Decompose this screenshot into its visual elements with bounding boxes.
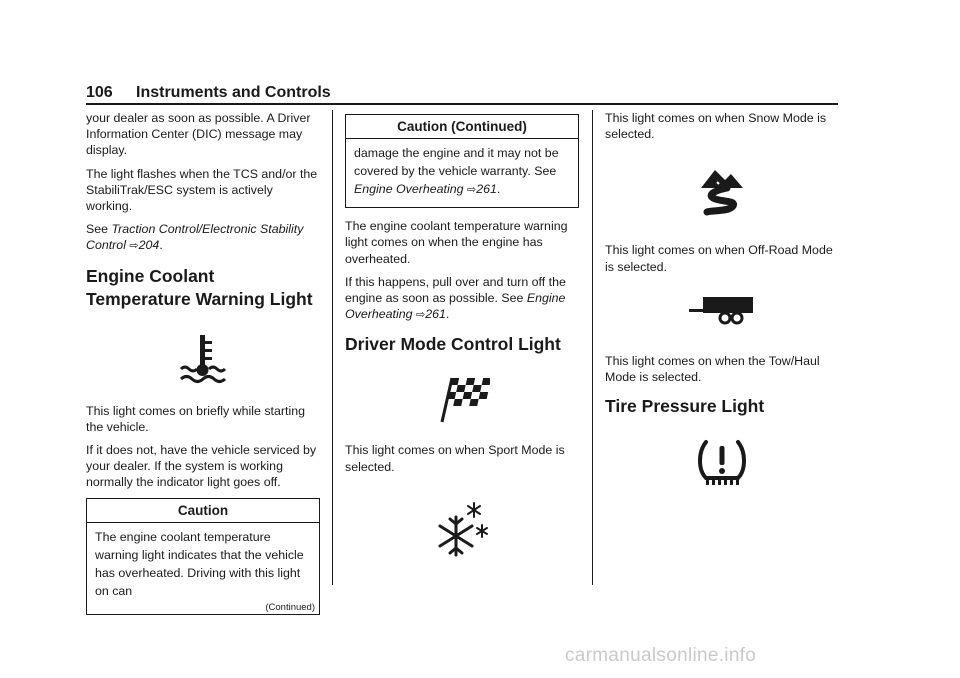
- paragraph: This light comes on when Snow Mode is selected.: [605, 111, 827, 142]
- caution-text: The engine coolant temperature warning light indicates that the vehicle has overheated. Driving with this light on can: [95, 529, 304, 598]
- reference-page[interactable]: 261: [425, 307, 446, 322]
- watermark-text: carmanualsonline.info: [565, 645, 757, 666]
- paragraph: If it does not, have the vehicle serviced by your dealer. If the system is working normally the indicator light goes off.: [86, 443, 317, 490]
- section-heading: Driver Mode Control Light: [345, 334, 561, 355]
- snowflake-icon: [345, 501, 579, 557]
- tire-pressure-icon: [605, 436, 839, 488]
- coolant-temperature-icon: [86, 333, 320, 385]
- mountain-road-icon: [605, 166, 839, 216]
- reference-arrow: ⇨: [129, 240, 139, 253]
- reference-arrow: ⇨: [466, 184, 477, 197]
- page-number: 106: [86, 84, 113, 101]
- paragraph: This light comes on when the Tow/Haul Mode is selected.: [605, 353, 820, 385]
- caution-title: Caution: [87, 499, 319, 523]
- paragraph: The engine coolant temperature warning light comes on when the engine has overheated.: [345, 219, 568, 266]
- section-heading: Tire Pressure Light: [605, 396, 765, 417]
- cross-reference: If this happens, pull over and turn off the engine as soon as possible. See Engine Overheating ⇨261.: [345, 274, 566, 322]
- section-title: Instruments and Controls: [136, 84, 331, 101]
- paragraph: The light flashes when the TCS and/or the StabiliTrak/ESC system is actively working.: [86, 166, 318, 214]
- caution-title: Caution (Continued): [346, 115, 578, 139]
- column-2: [345, 110, 579, 557]
- caution-box-continued: [345, 114, 579, 208]
- column-divider: [592, 110, 593, 585]
- reference-link[interactable]: Traction Control/Electronic Stability Control: [86, 222, 304, 253]
- caution-box: [86, 498, 320, 615]
- cross-reference: See Traction Control/Electronic Stability Control ⇨204.: [86, 222, 304, 253]
- paragraph: This light comes on when Off-Road Mode is selected.: [605, 243, 833, 274]
- continued-label: (Continued): [265, 601, 315, 613]
- reference-arrow: ⇨: [415, 309, 426, 322]
- caution-text: damage the engine and it may not be covered by the vehicle warranty. See Engine Overheating ⇨261.: [354, 146, 559, 197]
- column-1: [86, 110, 320, 615]
- reference-link[interactable]: Engine Overheating: [345, 291, 566, 322]
- paragraph: your dealer as soon as possible. A Driver Information Center (DIC) message may display.: [86, 111, 311, 158]
- column-3: [605, 110, 839, 488]
- section-heading: Engine Coolant Temperature Warning Light: [86, 265, 313, 309]
- column-divider: [332, 110, 333, 585]
- reference-link[interactable]: Engine Overheating: [354, 182, 464, 197]
- trailer-icon: [605, 295, 839, 327]
- paragraph: This light comes on when Sport Mode is selected.: [345, 443, 565, 474]
- reference-page[interactable]: 204: [138, 238, 160, 253]
- paragraph: This light comes on briefly while starting the vehicle.: [86, 403, 305, 434]
- header-rule: [86, 103, 838, 105]
- reference-page[interactable]: 261: [476, 182, 497, 197]
- checkered-flag-icon: [345, 374, 579, 424]
